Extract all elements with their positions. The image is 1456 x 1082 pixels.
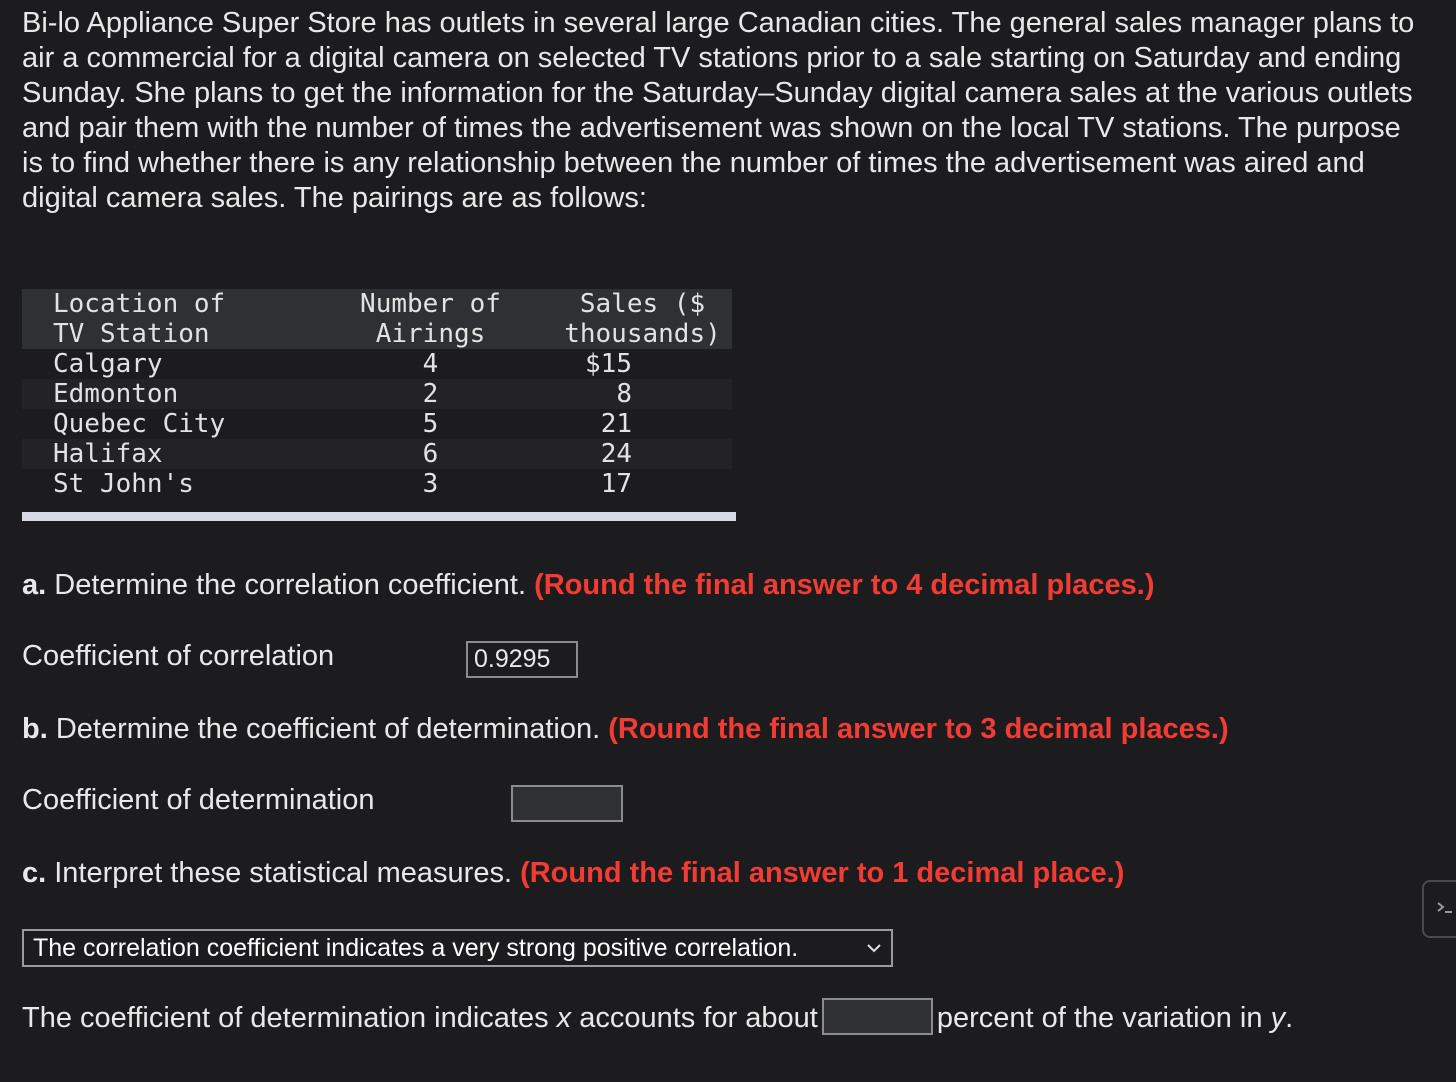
- header-sales: Sales ($ thousands): [553, 289, 732, 349]
- question-a-hint: (Round the final answer to 4 decimal places.): [534, 569, 1155, 601]
- cell-airings: 3: [422, 469, 439, 499]
- cell-location: Halifax: [22, 439, 308, 469]
- determination-label: Coefficient of determination: [22, 784, 375, 816]
- interp-after: percent of the variation in: [936, 1002, 1263, 1034]
- table-bottom-rule: [22, 512, 736, 521]
- cell-sales: 17: [600, 469, 632, 499]
- question-b-hint: (Round the final answer to 3 decimal places.): [608, 713, 1229, 745]
- problem-statement: Bi-lo Appliance Super Store has outlets in several large Canadian cities. The general sales manager plans to air a commercial for a digital camera on selected TV stations prior to a sale starting on Saturday and ending Sunday. She plans to get the information for the Saturday–Sunday digital camera sales at the various outlets and pair them with the number of times the advertisement was shown on the local TV stations. The purpose is to find whether there is any relationship between the number of times the advertisement was aired and digital camera sales. The pairings are as follows:: [22, 7, 1415, 214]
- side-panel-tab[interactable]: [1422, 880, 1456, 938]
- cell-sales: 8: [553, 379, 732, 409]
- interp-y: y: [1270, 1002, 1286, 1034]
- determination-interpretation: [22, 1000, 1422, 1037]
- question-b-letter: b.: [22, 713, 48, 745]
- question-c-text: Interpret these statistical measures.: [54, 857, 513, 889]
- question-a: [22, 568, 1155, 603]
- data-table: [22, 289, 732, 499]
- table-header-row: [22, 289, 732, 349]
- question-a-letter: a.: [22, 569, 47, 601]
- cell-airings: 4: [422, 349, 439, 379]
- determination-input[interactable]: [511, 785, 623, 822]
- correlation-label: Coefficient of correlation: [22, 640, 335, 672]
- cell-sales: 24: [553, 439, 732, 469]
- cell-location: Edmonton: [22, 379, 308, 409]
- correlation-input[interactable]: [466, 641, 578, 678]
- header-location: Location of TV Station: [22, 289, 308, 349]
- cell-airings: 5: [422, 409, 439, 439]
- question-c-hint: (Round the final answer to 1 decimal place.): [520, 857, 1125, 889]
- header-airings: Number of Airings: [308, 289, 553, 349]
- cell-airings: 2: [308, 379, 553, 409]
- question-c: [22, 856, 1124, 891]
- table-row: [22, 379, 732, 409]
- cell-location: St John's: [53, 469, 194, 499]
- cell-location: Quebec City: [53, 409, 226, 439]
- interp-x: x: [556, 1002, 572, 1034]
- interp-before: The coefficient of determination indicates: [22, 1002, 549, 1034]
- table-row: [22, 409, 732, 439]
- chevron-down-icon: [865, 931, 883, 965]
- cell-sales: 21: [600, 409, 632, 439]
- interp-middle: accounts for about: [579, 1002, 818, 1034]
- table-row: [22, 439, 732, 469]
- question-c-letter: c.: [22, 857, 47, 889]
- cell-sales: $15: [585, 349, 632, 379]
- question-b: [22, 712, 1229, 747]
- cell-airings: 6: [308, 439, 553, 469]
- cell-location: Calgary: [53, 349, 163, 379]
- interpretation-dropdown[interactable]: [22, 929, 893, 967]
- table-row: [22, 349, 732, 379]
- table-row: [22, 469, 732, 499]
- interp-end: .: [1285, 1002, 1294, 1034]
- question-b-text: Determine the coefficient of determination.: [55, 713, 601, 745]
- dropdown-selected-text: The correlation coefficient indicates a very strong positive correlation.: [33, 934, 799, 962]
- percent-input[interactable]: [822, 998, 933, 1035]
- question-a-text: Determine the correlation coefficient.: [54, 569, 527, 601]
